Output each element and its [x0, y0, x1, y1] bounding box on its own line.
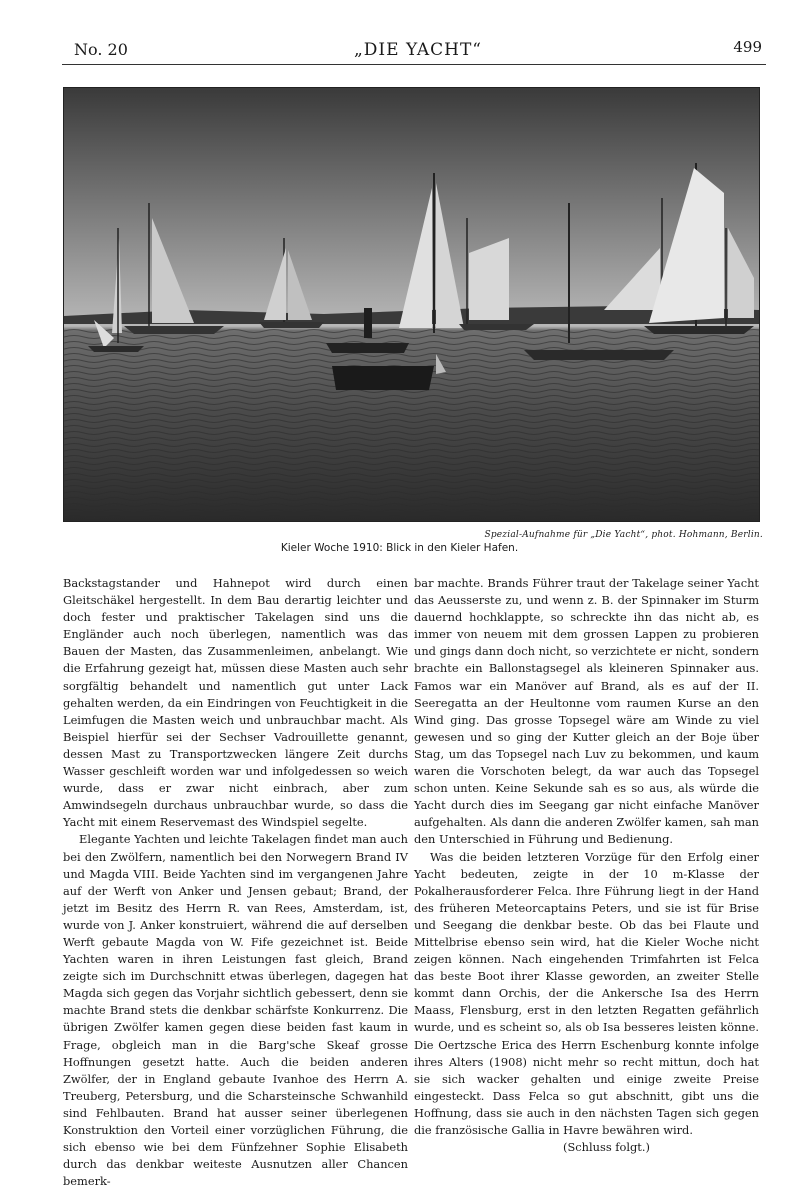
page-header — [74, 38, 762, 62]
paragraph: Backstagstander und Hahnepot wird durch einen Gleitschäkel hergestellt. In dem Bau derartig leichter und doch fester und praktischer Takelagen sind uns die Engländer auch noch überlegen, namentlich was das Bauen der Masten, das Zusammenleimen, anbelangt. Wie die Erfahrung gezeigt hat, müssen diese Masten auch sehr sorgfältig behandelt und namentlich gut unter Lack gehalten werden, da ein Eindringen von Feuchtigkeit in die Leimfugen die Masten weich und unbrauchbar macht. Als Beispiel hierfür sei der Sechser Vadrouillette genannt, dessen Mast zu Transportzwecken längere Zeit durchs Wasser geschleift worden war und infolgedessen so weich wurde, dass er zwar nicht einbrach, aber zum Amwindsegeln durchaus unbrauchbar wurde, so dass die Yacht mit einem Reservemast des Windspiel segelte. — [63, 576, 408, 830]
photo-caption: Kieler Woche 1910: Blick in den Kieler Hafen. — [280, 542, 519, 554]
header-rule — [62, 64, 766, 65]
issue-number: No. 20 — [74, 40, 128, 59]
paragraph: Was die beiden letzteren Vorzüge für den Erfolg einer Yacht bedeuten, zeigte in der 10 m-Klasse der Pokalherausforderer Felca. Ihre Führung liegt in der Hand des früheren Meteorcaptains Peters, und sie ist für Brise und Seegang die denkbar beste. Ob das bei Flaute und Mittelbrise ebenso sein wird, hat die Kieler Woche nicht zeigen können. Nach eingehenden Trimfahrten ist Felca das beste Boot ihrer Klasse geworden, an zweiter Stelle kommt dann Orchis, der die Ankersche Isa des Herrn Maass, Flensburg, erst in den letzten Regatten gefährlich wurde, und es scheint so, als ob Isa besseres leisten könne. Die Oertzsche Erica des Herrn Eschenburg konnte infolge ihres Alters (1908) nicht mehr so recht mittun, doch hat sie sich wacker gehalten und einige zweite Preise eingesteckt. Dass Felca so gut abschnitt, gibt uns die Hoffnung, dass sie auch in den nächsten Tagen sich gegen die französische Gallia in Havre bewähren wird. — [414, 849, 759, 1137]
journal-title: „DIE YACHT“ — [353, 40, 482, 60]
continuation-note: (Schluss folgt.) — [563, 1140, 650, 1155]
page-number: 499 — [733, 38, 762, 56]
right-column — [414, 575, 759, 1156]
paragraph: Elegante Yachten und leichte Takelagen findet man auch bei den Zwölfern, namentlich bei den Norwegern Brand IV und Magda VIII. Beide Yachten sind im vergangenen Jahre auf der Werft von Anker und Jensen gebaut; Brand, der jetzt im Besitz des Herrn R. van Rees, Amsterdam, ist, wurde von J. Anker konstruiert, während die auf derselben Werft gebaute Magda von W. Fife gezeichnet ist. Beide Yachten waren in ihren Leistungen fast gleich, Brand zeigte sich im Durchschnitt etwas überlegen, dagegen hat Magda sich gegen das Vorjahr sichtlich gebessert, denn sie machte Brand stets die denkbar schärfste Konkurrenz. Die übrigen Zwölfer kamen gegen diese beiden fast kaum in Frage, obgleich man in die Barg'sche Skeaf grosse Hoffnungen gesetzt hatte. Auch die beiden anderen Zwölfer, der in England gebaute Ivanhoe des Herrn A. Treuberg, Petersburg, und die Scharsteinsche Schwanhild sind Fehlbauten. Brand hat ausser seiner überlegenen Konstruktion den Vorteil einer vorzüglichen Führung, die sich ebenso wie bei dem Fünfzehner Sophie Elisabeth durch das denkbar weiteste Ausnutzen aller Chancen bemerk- — [63, 832, 408, 1189]
photo-credit: Spezial-Aufnahme für „Die Yacht“, phot. Hohmann, Berlin. — [484, 530, 763, 540]
harbor-photo-icon — [63, 87, 760, 522]
left-column — [63, 575, 408, 1190]
paragraph: bar machte. Brands Führer traut der Takelage seiner Yacht das Aeusserste zu, und wenn z. B. der Spinnaker im Sturm dauernd hochklappte, so schreckte ihn das nicht ab, es immer von neuem mit dem grossen Lappen zu probieren und gings dann doch nicht, so verzichtete er nicht, sondern brachte ein Ballonstagsegel als kleineren Spinnaker aus. Famos war ein Manöver auf Brand, als es auf der II. Seeregatta an der Heultonne vom raumen Kurse an den Wind ging. Das grosse Topsegel wäre am Winde zu viel gewesen und so ging der Kutter gleich an der Boje über Stag, um das Topsegel nach Luv zu bekommen, und kaum waren die Vorschoten belegt, da war auch das Topsegel schon unten. Keine Sekunde sah es so aus, als würde die Yacht durch dies im Seegang gar nicht einfache Manöver aufgehalten. Als dann die anderen Zwölfer kamen, sah man den Unterschied in Führung und Bedienung. — [414, 576, 759, 847]
